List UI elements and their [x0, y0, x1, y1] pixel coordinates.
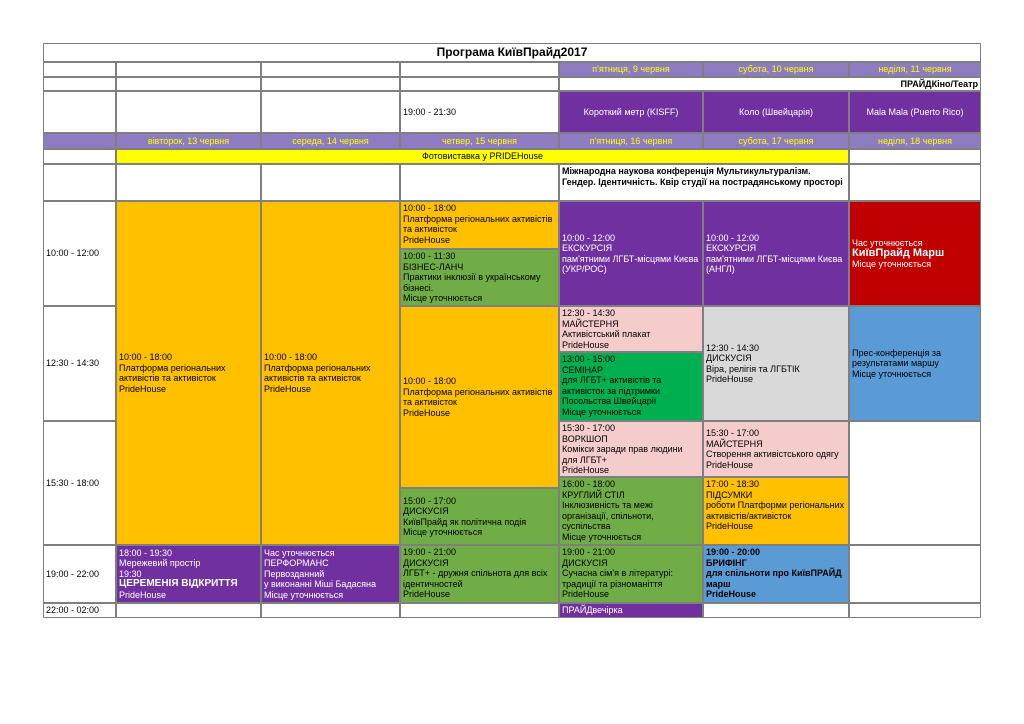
- sun-press-conference-event: [849, 306, 981, 421]
- event-description: ЛГБТ+ - дружня спільнота для всіх ідентичностей: [403, 568, 548, 589]
- event-title: ПІДСУМКИ: [706, 489, 753, 500]
- event-description: у виконанні Міші Бадасяна: [264, 579, 377, 590]
- empty-cell: [261, 62, 400, 77]
- event-time: 15:00 - 17:00: [403, 495, 457, 506]
- event-time: 19:30: [119, 568, 142, 579]
- event-venue: PrideHouse: [403, 234, 451, 245]
- event-venue: Місце уточнюється: [852, 368, 932, 379]
- empty-cell: [116, 164, 261, 201]
- program-sheet: [43, 43, 981, 618]
- event-description: Платформа регіональних активістів та активісток: [403, 386, 553, 407]
- sat-summary-event: [703, 477, 849, 545]
- event-venue: Місце уточнюється: [403, 293, 483, 303]
- empty-cell: [43, 91, 116, 133]
- event-description: Платформа регіональних активістів та активісток: [119, 362, 226, 383]
- day-header-sun-18: неділя, 18 червня: [849, 133, 981, 149]
- event-time: 10:00 - 11:30: [403, 251, 456, 261]
- event-time: 19:00 - 20:00: [706, 547, 761, 557]
- event-title: ДИСКУСІЯ: [403, 506, 449, 516]
- fri-seminar-event: [559, 352, 703, 421]
- event-title: ВОРКШОП: [562, 433, 608, 444]
- pride-kino-label: ПРАЙДКіно/Театр: [900, 79, 978, 89]
- event-venue: Місце уточнюється: [562, 531, 642, 542]
- day-header-fri-16: п'ятниця, 16 червня: [559, 133, 703, 149]
- event-title: Прес-конференція за результатами маршу: [852, 347, 942, 369]
- empty-cell: [400, 164, 559, 201]
- time-label: 15:30 - 18:00: [46, 477, 100, 488]
- empty-cell: [400, 603, 559, 618]
- fri-party-event: [559, 603, 703, 618]
- event-description: роботи Платформи регіональних активістів/активісток: [706, 500, 845, 521]
- week-header-empty: [43, 133, 116, 149]
- event-title: ЕКСКУРСІЯ: [562, 243, 613, 253]
- fri-comics-workshop-event: [559, 421, 703, 477]
- event-venue: Місце уточнюється: [562, 406, 642, 417]
- time-label: 22:00 - 02:00: [46, 605, 100, 616]
- sat-excursion-event: [703, 201, 849, 306]
- event-description: Створення активістського одягу: [706, 449, 839, 459]
- empty-cell: [849, 545, 981, 603]
- event-description: Комікси заради прав людини для ЛГБТ+: [562, 444, 683, 465]
- event-description: пам'ятними ЛГБТ-місцями Києва (УКР/РОС): [562, 253, 699, 274]
- empty-cell: [261, 603, 400, 618]
- empty-cell: [849, 149, 981, 164]
- event-time: 10:00 - 12:00: [706, 232, 760, 243]
- event-title: ПРАЙДвечірка: [562, 605, 623, 616]
- fri-roundtable-event: [559, 477, 703, 545]
- empty-cell: [43, 149, 116, 164]
- event-time: 19:00 - 21:00: [403, 547, 457, 557]
- empty-cell: [261, 91, 400, 133]
- film-mala-mala: Mala Mala (Puerto Rico): [849, 91, 981, 133]
- event-time: 19:00 - 21:00: [562, 547, 616, 557]
- kino-time: 19:00 - 21:30: [403, 106, 457, 117]
- sun-march-event: [849, 201, 981, 306]
- event-venue: PrideHouse: [119, 383, 167, 394]
- event-venue: PrideHouse: [264, 383, 312, 394]
- event-time: 13:00 - 15:00: [562, 354, 616, 364]
- event-description: для спільноти про КиївПРАЙД марш: [706, 568, 842, 589]
- kino-time-cell: [400, 91, 559, 133]
- sat-discussion-event: [703, 306, 849, 421]
- event-time: Час уточнюється: [264, 547, 335, 558]
- thu-business-lunch-event: [400, 249, 559, 306]
- event-venue: PrideHouse: [706, 459, 754, 470]
- empty-cell: [43, 77, 116, 91]
- event-time: 16:00 - 18:00: [562, 479, 616, 489]
- day-header-sun-11: неділя, 11 червня: [849, 62, 981, 77]
- event-venue: PrideHouse: [403, 407, 451, 418]
- event-description: КиївПрайд як політична подія: [403, 516, 527, 527]
- time-slot-4: [43, 545, 116, 603]
- wed-performance-event: [261, 545, 400, 603]
- film-kolo: Коло (Швейцарія): [703, 91, 849, 133]
- time-label: 10:00 - 12:00: [46, 248, 100, 259]
- sat-briefing-event: [703, 545, 849, 603]
- event-title: ПЕРФОРМАНС: [264, 558, 329, 569]
- day-header-sat-17: субота, 17 червня: [703, 133, 849, 149]
- time-slot-1: [43, 201, 116, 306]
- event-title: БІЗНЕС-ЛАНЧ: [403, 261, 464, 272]
- fri-workshop-event: [559, 306, 703, 352]
- event-venue: PrideHouse: [706, 374, 754, 384]
- empty-cell: [400, 62, 559, 77]
- thu-evening-discussion-event: [400, 545, 559, 603]
- empty-cell: [261, 77, 400, 91]
- time-slot-2: [43, 306, 116, 421]
- pride-kino-header: [559, 77, 981, 91]
- event-description: Сучасна сім'я в літературі: традиції та різноманіття: [562, 568, 673, 589]
- film-short-meter: Короткий метр (KISFF): [559, 91, 703, 133]
- event-description: Мережевий простір: [119, 558, 201, 569]
- event-venue: PrideHouse: [706, 589, 757, 599]
- event-time: 12:30 - 14:30: [562, 308, 616, 318]
- time-label: 19:00 - 22:00: [46, 568, 100, 579]
- event-time: 12:30 - 14:30: [706, 342, 760, 353]
- event-time: 15:30 - 17:00: [706, 428, 760, 438]
- event-title: ЕКСКУРСІЯ: [706, 243, 757, 253]
- event-title: БРИФІНГ: [706, 557, 747, 568]
- time-slot-5: [43, 603, 116, 618]
- time-label: 12:30 - 14:30: [46, 358, 100, 369]
- event-description: Практики інклюзії в українському бізнесі.: [403, 272, 541, 293]
- time-slot-3: [43, 421, 116, 545]
- empty-cell: [849, 164, 981, 201]
- event-title: МАЙСТЕРНЯ: [562, 318, 619, 329]
- event-title: СЕМІНАР: [562, 364, 604, 375]
- event-time: 10:00 - 18:00: [403, 203, 457, 213]
- event-description: Платформа регіональних активістів та активісток: [264, 362, 371, 383]
- event-description: Платформа регіональних активістів та активісток: [403, 213, 553, 234]
- event-venue: PrideHouse: [119, 589, 167, 600]
- tue-platform-event: [116, 201, 261, 545]
- event-time: 10:00 - 18:00: [264, 352, 318, 362]
- empty-cell: [116, 91, 261, 133]
- event-time: 17:00 - 18:30: [706, 479, 760, 489]
- conference-cell: [559, 164, 849, 201]
- event-description: Первозданний: [264, 568, 325, 579]
- event-title: КиївПрайд Марш: [852, 247, 945, 260]
- day-header-tue-13: вівторок, 13 червня: [116, 133, 261, 149]
- empty-cell: [849, 421, 981, 545]
- empty-cell: [116, 77, 261, 91]
- event-title: ДИСКУСІЯ: [403, 557, 449, 568]
- empty-cell: [849, 603, 981, 618]
- empty-cell: [400, 77, 559, 91]
- event-title: КРУГЛИЙ СТІЛ: [562, 489, 625, 500]
- event-description: для ЛГБТ+ активістів та активісток за підтримки Посольства Швейцарії: [562, 375, 662, 406]
- empty-cell: [43, 62, 116, 77]
- program-title: Програма КиївПрайд2017: [43, 43, 981, 62]
- thu-platform-event-a: [400, 201, 559, 249]
- wed-platform-event: [261, 201, 400, 545]
- event-time: 10:00 - 18:00: [403, 376, 457, 386]
- day-header-sat-10: субота, 10 червня: [703, 62, 849, 77]
- event-title: ДИСКУСІЯ: [706, 353, 752, 363]
- event-description: Інклюзивність та межі організації, спільноти, суспільства: [562, 500, 654, 531]
- event-title: ДИСКУСІЯ: [562, 557, 608, 568]
- day-header-wed-14: середа, 14 червня: [261, 133, 400, 149]
- day-header-fri-9: п'ятниця, 9 червня: [559, 62, 703, 77]
- event-time: Час уточнюється: [852, 237, 923, 248]
- photo-exhibition: Фотовиставка у PRIDEHouse: [116, 149, 849, 164]
- empty-cell: [703, 603, 849, 618]
- event-description: Віра, релігія та ЛГБТІК: [706, 363, 800, 374]
- event-venue: PrideHouse: [706, 521, 754, 531]
- event-title: ЦЕРЕМЕНІЯ ВІДКРИТТЯ: [119, 578, 238, 590]
- event-venue: PrideHouse: [562, 589, 610, 599]
- empty-cell: [116, 62, 261, 77]
- event-venue: Місце уточнюється: [852, 258, 932, 269]
- event-venue: Місце уточнюється: [403, 527, 483, 537]
- thu-platform-event-b: [400, 306, 559, 488]
- fri-excursion-event: [559, 201, 703, 306]
- event-time: 15:30 - 17:00: [562, 423, 616, 433]
- empty-cell: [261, 164, 400, 201]
- empty-cell: [116, 603, 261, 618]
- event-description: пам'ятними ЛГБТ-місцями Києва (АНГЛ): [706, 253, 843, 274]
- event-venue: PrideHouse: [403, 589, 451, 599]
- event-time: 10:00 - 18:00: [119, 352, 173, 362]
- sat-workshop-event: [703, 421, 849, 477]
- fri-evening-discussion-event: [559, 545, 703, 603]
- tue-opening-event: [116, 545, 261, 603]
- event-venue: Місце уточнюється: [264, 589, 344, 600]
- day-header-thu-15: четвер, 15 червня: [400, 133, 559, 149]
- event-venue: PrideHouse: [562, 339, 610, 350]
- event-description: Активістський плакат: [562, 329, 651, 339]
- event-time: 10:00 - 12:00: [562, 232, 616, 243]
- conference-text: Міжнародна наукова конференція Мультикультуралізм. Гендер. Ідентичність. Квір студії на пострадянському просторі: [562, 166, 843, 187]
- thu-discussion-event: [400, 488, 559, 545]
- event-venue: PrideHouse: [562, 465, 610, 475]
- empty-cell: [43, 164, 116, 201]
- event-time: 18:00 - 19:30: [119, 547, 173, 558]
- event-title: МАЙСТЕРНЯ: [706, 438, 763, 449]
